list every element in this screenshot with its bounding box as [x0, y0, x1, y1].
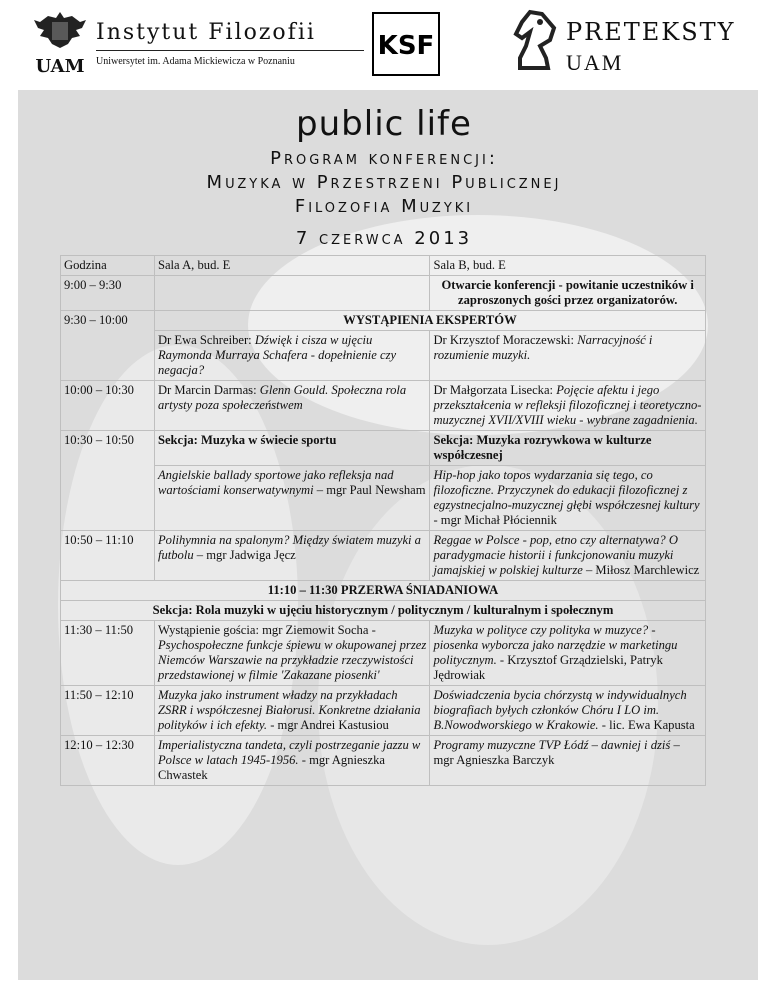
speaker: - mgr Michał Płóciennik — [433, 513, 557, 527]
time-cell: 10:00 – 10:30 — [61, 381, 155, 431]
speaker: Dr Krzysztof Moraczewski: — [433, 333, 578, 347]
talk-cell — [430, 531, 706, 581]
section-heading: WYSTĄPIENIA EKSPERTÓW — [154, 311, 705, 331]
table-row — [61, 431, 706, 466]
public-life-logo: public life — [296, 104, 472, 144]
talk-cell — [154, 686, 430, 736]
talk-title: Hip-hop jako topos wydarzania się tego, co filozoficzne. Przyczynek do edukacji filozoficznej z egzystnecjalno-muzycznej głębi współczesnej kultury — [433, 468, 700, 512]
schedule-table — [60, 255, 706, 786]
table-row — [61, 531, 706, 581]
time-cell: 10:30 – 10:50 — [61, 431, 155, 531]
time-cell: 9:00 – 9:30 — [61, 276, 155, 311]
talk-title: Psychospołeczne funkcje śpiewu w okupowanej przez Niemców Warszawie na przykładzie rzeczywistości przedstawionej w filmie 'Zakazane piosenki' — [157, 638, 427, 682]
program-heading: Program konferencji: — [270, 148, 498, 169]
speaker: - mgr Andrei Kastusiou — [267, 718, 389, 732]
time-cell: 9:30 – 10:00 — [61, 311, 155, 381]
institute-subtitle: Uniwersytet im. Adama Mickiewicza w Poznaniu — [96, 56, 295, 67]
speaker: - lic. Ewa Kapusta — [598, 718, 695, 732]
ksf-logo — [372, 12, 440, 76]
speaker: – mgr Paul Newsham — [313, 483, 426, 497]
room-a-header: Sala A, bud. E — [154, 256, 430, 276]
talk-title: Reggae w Polsce - pop, etno czy alternatywa? O paradygmacie historii i funkcjonowaniu muzyki jamajskiej w polskiej kulturze — [433, 533, 678, 577]
talk-cell — [430, 466, 706, 531]
table-row — [61, 331, 706, 381]
talk-cell — [430, 686, 706, 736]
speaker: Wystąpienie gościa: mgr Ziemowit Socha - — [157, 623, 376, 637]
conference-subtitle: Filozofia Muzyki — [294, 196, 474, 217]
talk-title: Dźwięk i cisza w ujęciu Raymonda Murraya Schafera - dopełnienie czy negacja? — [157, 333, 397, 377]
time-column-header: Godzina — [61, 256, 155, 276]
talk-title: Narracyjność i rozumienie muzyki. — [433, 333, 653, 362]
speaker: Dr Małgorzata Lisecka: — [433, 383, 557, 397]
talk-title: Polihymnia na spalonym? Między światem muzyki a futbolu — [157, 533, 421, 562]
table-header-row — [61, 256, 706, 276]
preteksty-subtitle: UAM — [566, 50, 624, 75]
time-cell: 12:10 – 12:30 — [61, 736, 155, 786]
talk-cell — [430, 621, 706, 686]
ksf-logo-text: KSF — [377, 31, 435, 61]
talk-cell — [154, 466, 430, 531]
speaker: – mgr Agnieszka Barczyk — [433, 738, 680, 767]
eagle-icon — [30, 8, 90, 78]
talk-title: Programy muzyczne TVP Łódź – dawniej i dziś — [433, 738, 671, 752]
table-row — [61, 466, 706, 531]
break-row: 11:10 – 11:30 PRZERWA ŚNIADANIOWA — [61, 581, 706, 601]
time-cell: 11:30 – 11:50 — [61, 621, 155, 686]
talk-cell — [154, 621, 430, 686]
section-heading: Sekcja: Rola muzyki w ujęciu historycznym / politycznym / kulturalnym i społecznym — [61, 601, 706, 621]
talk-title: Pojęcie afektu i jego przekształcenia w refleksji filozoficznej i teoretyczno-muzycznej XVII/XVIII wieku - wybrane zagadnienia. — [433, 383, 702, 427]
talk-cell — [430, 331, 706, 381]
table-row — [61, 621, 706, 686]
table-row — [61, 381, 706, 431]
table-row — [61, 581, 706, 601]
institute-name: Instytut Filozofii — [96, 20, 316, 45]
speaker: – Miłosz Marchlewicz — [582, 563, 700, 577]
speaker: – mgr Jadwiga Jęcz — [193, 548, 296, 562]
table-row — [61, 311, 706, 331]
table-row — [61, 276, 706, 311]
talk-cell — [154, 331, 430, 381]
section-heading: Sekcja: Muzyka w świecie sportu — [154, 431, 430, 466]
talk-cell — [154, 381, 430, 431]
empty-cell — [154, 276, 430, 311]
table-row — [61, 601, 706, 621]
talk-title: Muzyka w polityce czy polityka w muzyce? - piosenka wyborcza jako narzędzie w marketingu politycznym. — [433, 623, 678, 667]
knight-icon — [506, 6, 562, 72]
speaker: - Krzysztof Grządzielski, Patryk Jędrowiak — [433, 653, 663, 682]
speaker: Dr Marcin Darmas: — [157, 383, 260, 397]
speaker: - mgr Agnieszka Chwastek — [157, 753, 385, 782]
talk-title: Glenn Gould. Społeczna rola artysty poza społeczeństwem — [157, 383, 407, 412]
talk-title: Angielskie ballady sportowe jako refleksja nad wartościami konserwatywnymi — [157, 468, 394, 497]
talk-title: Imperialistyczna tandeta, czyli postrzeganie jazzu w Polsce w latach 1945-1956. — [157, 738, 421, 767]
table-row — [61, 686, 706, 736]
room-b-header: Sala B, bud. E — [430, 256, 706, 276]
table-row — [61, 736, 706, 786]
talk-cell — [154, 736, 430, 786]
divider — [96, 50, 364, 51]
talk-cell — [430, 381, 706, 431]
talk-cell — [154, 531, 430, 581]
institute-logo-text: UAM — [35, 56, 85, 77]
speaker: Dr Ewa Schreiber: — [157, 333, 255, 347]
conference-date: 7 czerwca 2013 — [295, 228, 473, 249]
talk-title: Doświadczenia bycia chórzystą w indywidualnych biografiach byłych członków Chóru I LO im. B.Nowodworskiego w Krakowie. — [433, 688, 687, 732]
talk-title: Muzyka jako instrument władzy na przykładach ZSRR i współczesnej Białorusi. Konkretne działania polityków i ich efekty. — [157, 688, 421, 732]
time-cell: 10:50 – 11:10 — [61, 531, 155, 581]
header — [0, 0, 768, 90]
section-heading: Sekcja: Muzyka rozrywkowa w kulturze współczesnej — [430, 431, 706, 466]
conference-title: Muzyka w Przestrzeni Publicznej — [206, 172, 562, 193]
time-cell: 11:50 – 12:10 — [61, 686, 155, 736]
opening-cell: Otwarcie konferencji - powitanie uczestników i zaproszonych gości przez organizatorów. — [430, 276, 706, 311]
talk-cell — [430, 736, 706, 786]
preteksty-title: PRETEKSTY — [566, 18, 736, 46]
